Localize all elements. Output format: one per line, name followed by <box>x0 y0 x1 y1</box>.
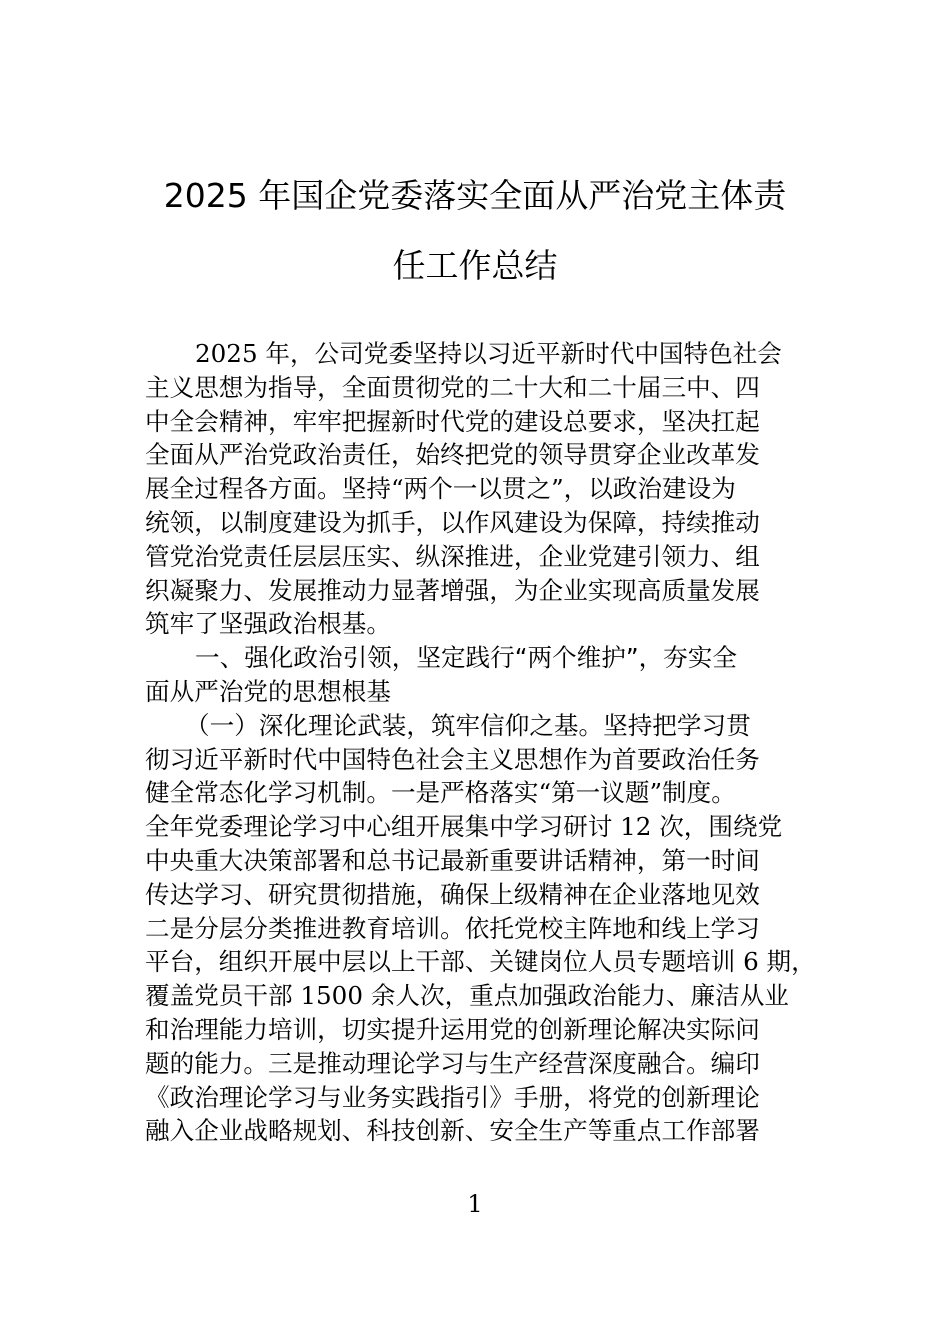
section-heading-1 <box>145 641 810 709</box>
paragraph-line: 平台，组织开展中层以上干部、关键岗位人员专题培训 6 期， <box>145 947 816 977</box>
paragraph-line: 彻习近平新时代中国特色社会主义思想作为首要政治任务 <box>145 744 760 774</box>
paragraph-line: （一）深化理论武装，筑牢信仰之基。坚持把学习贯 <box>185 710 751 740</box>
paragraph-line: 管党治党责任层层压实、纵深推进，企业党建引领力、组 <box>145 541 760 571</box>
paragraph-line: 织凝聚力、发展推动力显著增强，为企业实现高质量发展 <box>145 575 760 605</box>
paragraph-line: 统领，以制度建设为抓手，以作风建设为保障，持续推动 <box>145 507 760 537</box>
paragraph-line: 主义思想为指导，全面贯彻党的二十大和二十届三中、四 <box>145 372 760 402</box>
page-number: 1 <box>467 1190 483 1218</box>
paragraph-line: 中央重大决策部署和总书记最新重要讲话精神，第一时间 <box>145 845 760 875</box>
paragraph-line: 传达学习、研究贯彻措施，确保上级精神在企业落地见效 <box>145 879 760 909</box>
paragraph-line: 融入企业战略规划、科技创新、安全生产等重点工作部署 <box>145 1116 760 1146</box>
intro-paragraph <box>145 337 810 641</box>
paragraph-line: 二是分层分类推进教育培训。依托党校主阵地和线上学习 <box>145 913 760 943</box>
paragraph-line: 和治理能力培训，切实提升运用党的创新理论解决实际问 <box>145 1014 760 1044</box>
document-title-line-1: 2025 年国企党委落实全面从严治党主体责 <box>163 176 787 215</box>
document-body <box>145 337 816 1148</box>
paragraph-line: 2025 年，公司党委坚持以习近平新时代中国特色社会 <box>195 339 782 368</box>
heading-line: 一、强化政治引领，坚定践行“两个维护”，夯实全 <box>195 643 737 673</box>
paragraph-line: 《政治理论学习与业务实践指引》手册，将党的创新理论 <box>145 1082 760 1112</box>
paragraph-line: 全年党委理论学习中心组开展集中学习研讨 12 次，围绕党 <box>145 812 783 842</box>
paragraph-line: 中全会精神，牢牢把握新时代党的建设总要求，坚决扛起 <box>145 406 760 436</box>
heading-line: 面从严治党的思想根基 <box>145 676 391 706</box>
document-title-line-2: 任工作总结 <box>392 246 558 285</box>
paragraph-line: 健全常态化学习机制。一是严格落实“第一议题”制度。 <box>145 778 736 808</box>
paragraph-line: 展全过程各方面。坚持“两个一以贯之”，以政治建设为 <box>145 474 736 504</box>
subsection-paragraph-1 <box>145 709 816 1148</box>
paragraph-line: 题的能力。三是推动理论学习与生产经营深度融合。编印 <box>145 1048 760 1078</box>
paragraph-line: 覆盖党员干部 1500 余人次，重点加强政治能力、廉洁从业 <box>145 981 789 1011</box>
paragraph-line: 全面从严治党政治责任，始终把党的领导贯穿企业改革发 <box>145 440 760 470</box>
paragraph-line: 筑牢了坚强政治根基。 <box>145 609 391 639</box>
